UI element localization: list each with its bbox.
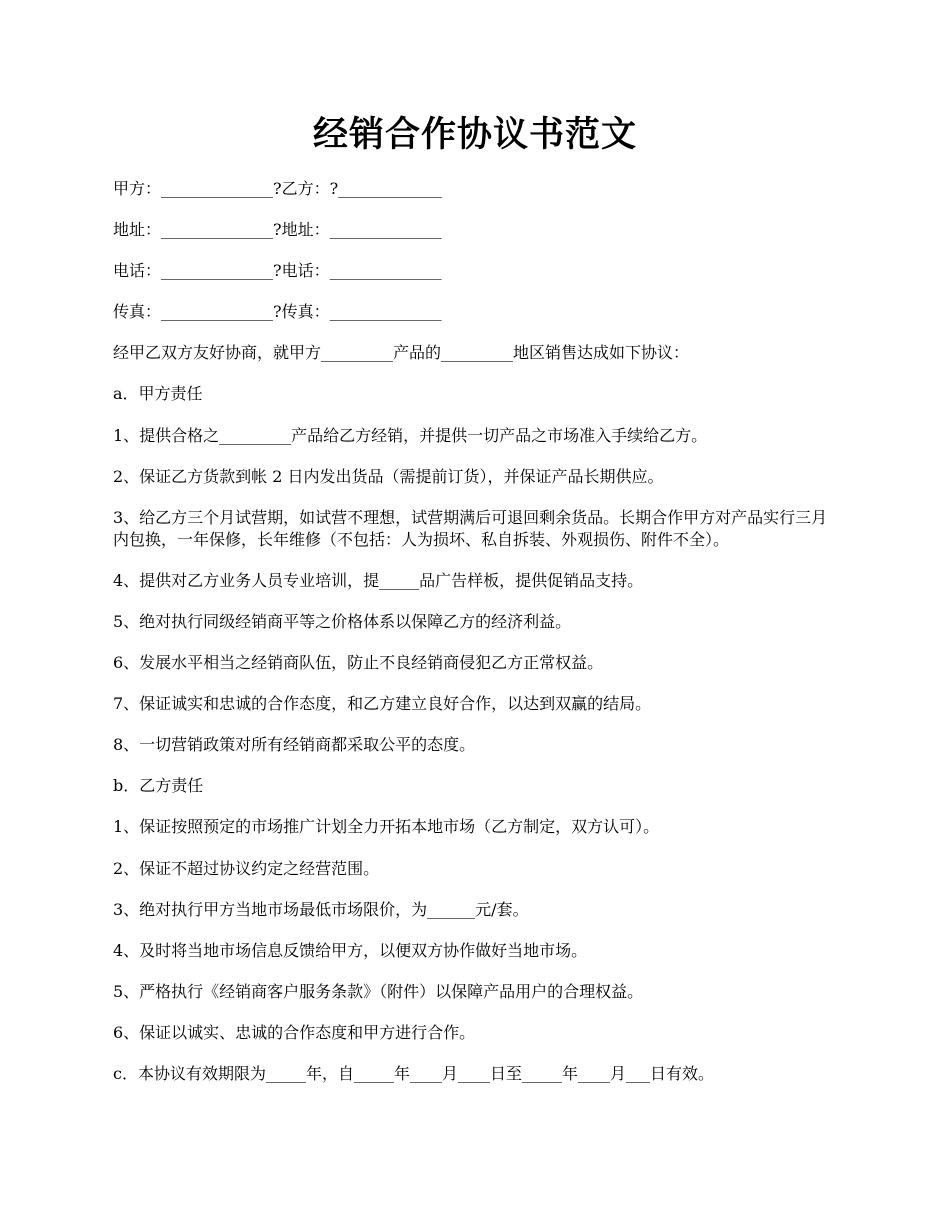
clause-a-4: 4、提供对乙方业务人员专业培训，提_____品广告样板，提供促销品支持。 [113, 570, 644, 590]
clause-a-5: 5、绝对执行同级经销商平等之价格体系以保障乙方的经济利益。 [113, 611, 572, 631]
section-heading-a: a．甲方责任 [113, 384, 203, 404]
phone-line: 电话：______________?电话：______________ [113, 261, 442, 281]
clause-b-5: 5、严格执行《经销商客户服务条款》（附件）以保障产品用户的合理权益。 [113, 981, 644, 1001]
fax-line: 传真：______________?传真：______________ [113, 302, 442, 322]
document-title: 经销合作协议书范文 [312, 114, 637, 155]
clause-b-1: 1、保证按照预定的市场推广计划全力开拓本地市场（乙方制定，双方认可）。 [113, 817, 660, 837]
clause-a-3: 3、给乙方三个月试营期，如试营不理想，试营期满后可退回剩余货品。长期合作甲方对产品实行三月内包换，一年保修，长年维修（不包括：人为损坏、私自拆装、外观损伤、附件不全）。 [113, 507, 828, 549]
document-body [113, 178, 843, 1104]
clause-a-7: 7、保证诚实和忠诚的合作态度，和乙方建立良好合作，以达到双赢的结局。 [113, 694, 652, 714]
intro-paragraph: 经甲乙双方友好协商，就甲方_________产品的_________地区销售达成如下协议： [113, 343, 690, 363]
clause-b-4: 4、及时将当地市场信息反馈给甲方，以便双方协作做好当地市场。 [113, 940, 588, 960]
clause-a-8: 8、一切营销政策对所有经销商都采取公平的态度。 [113, 735, 476, 755]
section-c-validity: c．本协议有效期限为_____年，自_____年____月____日至_____年____月___日有效。 [113, 1063, 714, 1083]
clause-b-2: 2、保证不超过协议约定之经营范围。 [113, 858, 380, 878]
clause-a-2: 2、保证乙方货款到帐 2 日内发出货品（需提前订货），并保证产品长期供应。 [113, 466, 664, 486]
section-heading-b: b．乙方责任 [113, 776, 204, 796]
clause-a-6: 6、发展水平相当之经销商队伍，防止不良经销商侵犯乙方正常权益。 [113, 653, 604, 673]
address-line: 地址：______________?地址：______________ [113, 220, 442, 240]
clause-a-1: 1、提供合格之_________产品给乙方经销，并提供一切产品之市场准入手续给乙方。 [113, 425, 708, 445]
clause-b-3: 3、绝对执行甲方当地市场最低市场限价，为______元/套。 [113, 899, 529, 919]
clause-b-6: 6、保证以诚实、忠诚的合作态度和甲方进行合作。 [113, 1022, 476, 1042]
party-line: 甲方：______________?乙方：?_____________ [113, 179, 443, 198]
